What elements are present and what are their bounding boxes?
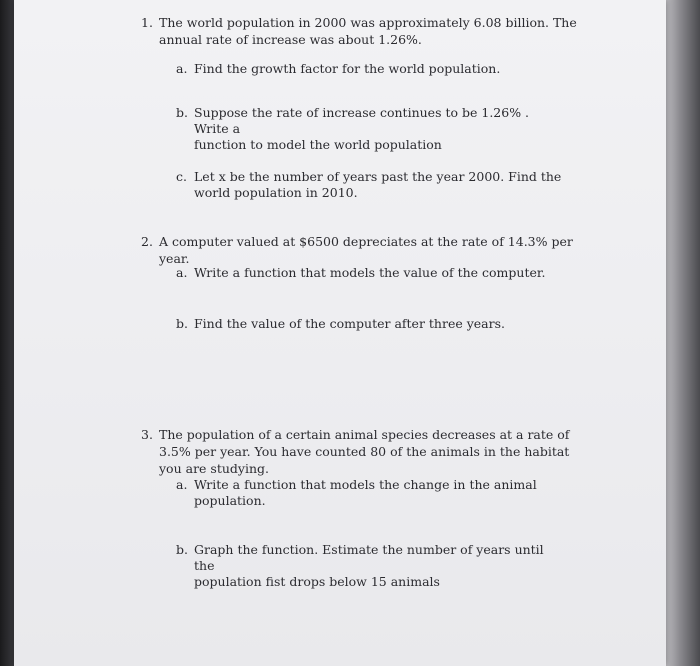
part-text <box>194 105 564 153</box>
question-text <box>159 426 579 477</box>
question-text <box>159 14 579 48</box>
question-line: you are studying. <box>159 461 269 476</box>
part-line: Write a function that models the change in the animal <box>194 477 537 492</box>
part-line: world population in 2010. <box>194 185 358 200</box>
part-line: population fist drops below 15 animals <box>194 574 440 589</box>
background-right <box>666 0 700 666</box>
part-letter: b. <box>176 316 188 331</box>
part-letter: a. <box>176 265 188 280</box>
part-line: Suppose the rate of increase continues to be 1.26% . Write a <box>194 105 530 136</box>
part-letter: c. <box>176 169 187 184</box>
part-line: population. <box>194 493 266 508</box>
question-number: 3. <box>141 427 153 442</box>
question-line: The world population in 2000 was approximately 6.08 billion. The <box>159 15 577 30</box>
part-letter: a. <box>176 477 188 492</box>
background-left <box>0 0 14 666</box>
part-text <box>194 316 564 332</box>
question-line: The population of a certain animal species decreases at a rate of <box>159 427 570 442</box>
question-line: 3.5% per year. You have counted 80 of the animals in the habitat <box>159 444 570 459</box>
part-line: Find the value of the computer after three years. <box>194 316 505 331</box>
part-line: Graph the function. Estimate the number of years until the <box>194 542 544 573</box>
part-text <box>194 542 564 590</box>
question-text <box>159 233 579 267</box>
question-line: year. <box>159 251 190 266</box>
part-line: Find the growth factor for the world population. <box>194 61 501 76</box>
question-number: 2. <box>141 234 153 249</box>
part-line: Write a function that models the value of the computer. <box>194 265 546 280</box>
worksheet-page <box>14 0 666 666</box>
part-letter: b. <box>176 542 188 557</box>
question-line: A computer valued at $6500 depreciates at the rate of 14.3% per <box>159 234 573 249</box>
part-text <box>194 477 564 509</box>
part-letter: b. <box>176 105 188 120</box>
part-text <box>194 265 564 281</box>
question-line: annual rate of increase was about 1.26%. <box>159 32 422 47</box>
part-text <box>194 61 564 77</box>
part-letter: a. <box>176 61 188 76</box>
question-number: 1. <box>141 15 153 30</box>
part-line: function to model the world population <box>194 137 442 152</box>
part-line: Let x be the number of years past the year 2000. Find the <box>194 169 562 184</box>
part-text <box>194 169 564 201</box>
